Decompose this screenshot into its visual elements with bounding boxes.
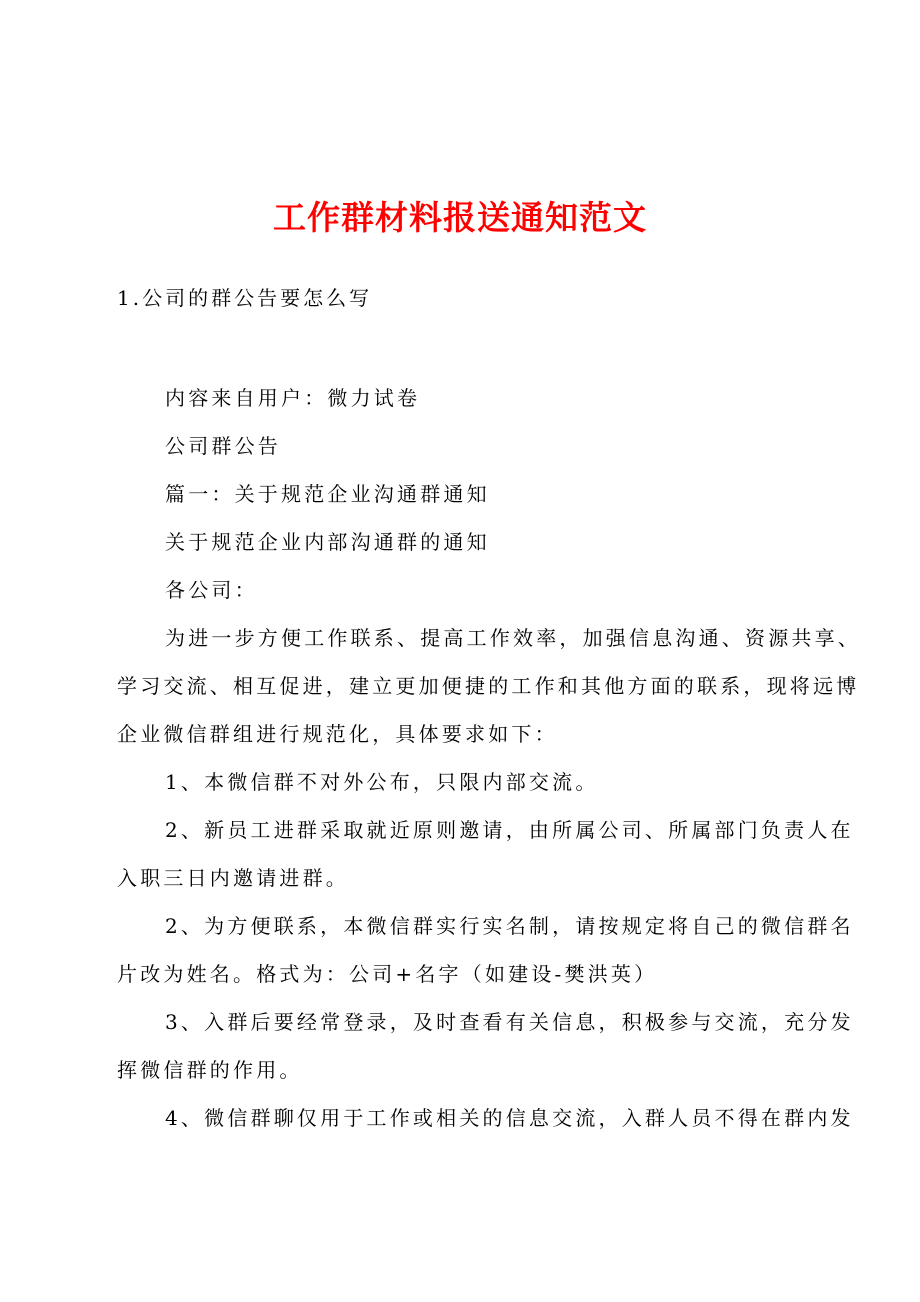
paragraph-line: 挥微信群的作用。 <box>117 1058 303 1082</box>
paragraph-notice-title: 关于规范企业内部沟通群的通知 <box>165 530 490 554</box>
paragraph-chapter-title: 篇一：关于规范企业沟通群通知 <box>165 482 490 506</box>
rule-item-4: 4、微信群聊仅用于工作或相关的信息交流，入群人员不得在群内发 <box>165 1106 854 1130</box>
rule-item-2a <box>117 806 854 902</box>
paragraph-line: 学习交流、相互促进，建立更加便捷的工作和其他方面的联系，现将远博 <box>117 674 860 698</box>
paragraph-line: 为进一步方便工作联系、提高工作效率，加强信息沟通、资源共享、 <box>165 626 861 650</box>
paragraph-line: 2、为方便联系，本微信群实行实名制，请按规定将自己的微信群名 <box>165 914 854 938</box>
paragraph-line: 2、新员工进群采取就近原则邀请，由所属公司、所属部门负责人在 <box>165 818 854 842</box>
rule-item-1: 1、本微信群不对外公布，只限内部交流。 <box>165 770 599 794</box>
paragraph-line: 片改为姓名。格式为：公司+名字（如建设-樊洪英） <box>117 962 658 986</box>
paragraph-line: 入职三日内邀请进群。 <box>117 866 349 890</box>
paragraph-line: 企业微信群组进行规范化，具体要求如下： <box>117 722 558 746</box>
document-title: 工作群材料报送通知范文 <box>273 198 647 237</box>
section-heading: 1.公司的群公告要怎么写 <box>117 286 373 310</box>
rule-item-2b <box>117 902 854 998</box>
paragraph-source: 内容来自用户：微力试卷 <box>165 386 421 410</box>
rule-item-3 <box>117 998 854 1094</box>
paragraph-intro <box>117 614 861 758</box>
paragraph-notice-label: 公司群公告 <box>165 434 281 458</box>
paragraph-line: 3、入群后要经常登录，及时查看有关信息，积极参与交流，充分发 <box>165 1010 854 1034</box>
document-body <box>117 374 861 1142</box>
paragraph-salutation: 各公司： <box>165 578 258 602</box>
